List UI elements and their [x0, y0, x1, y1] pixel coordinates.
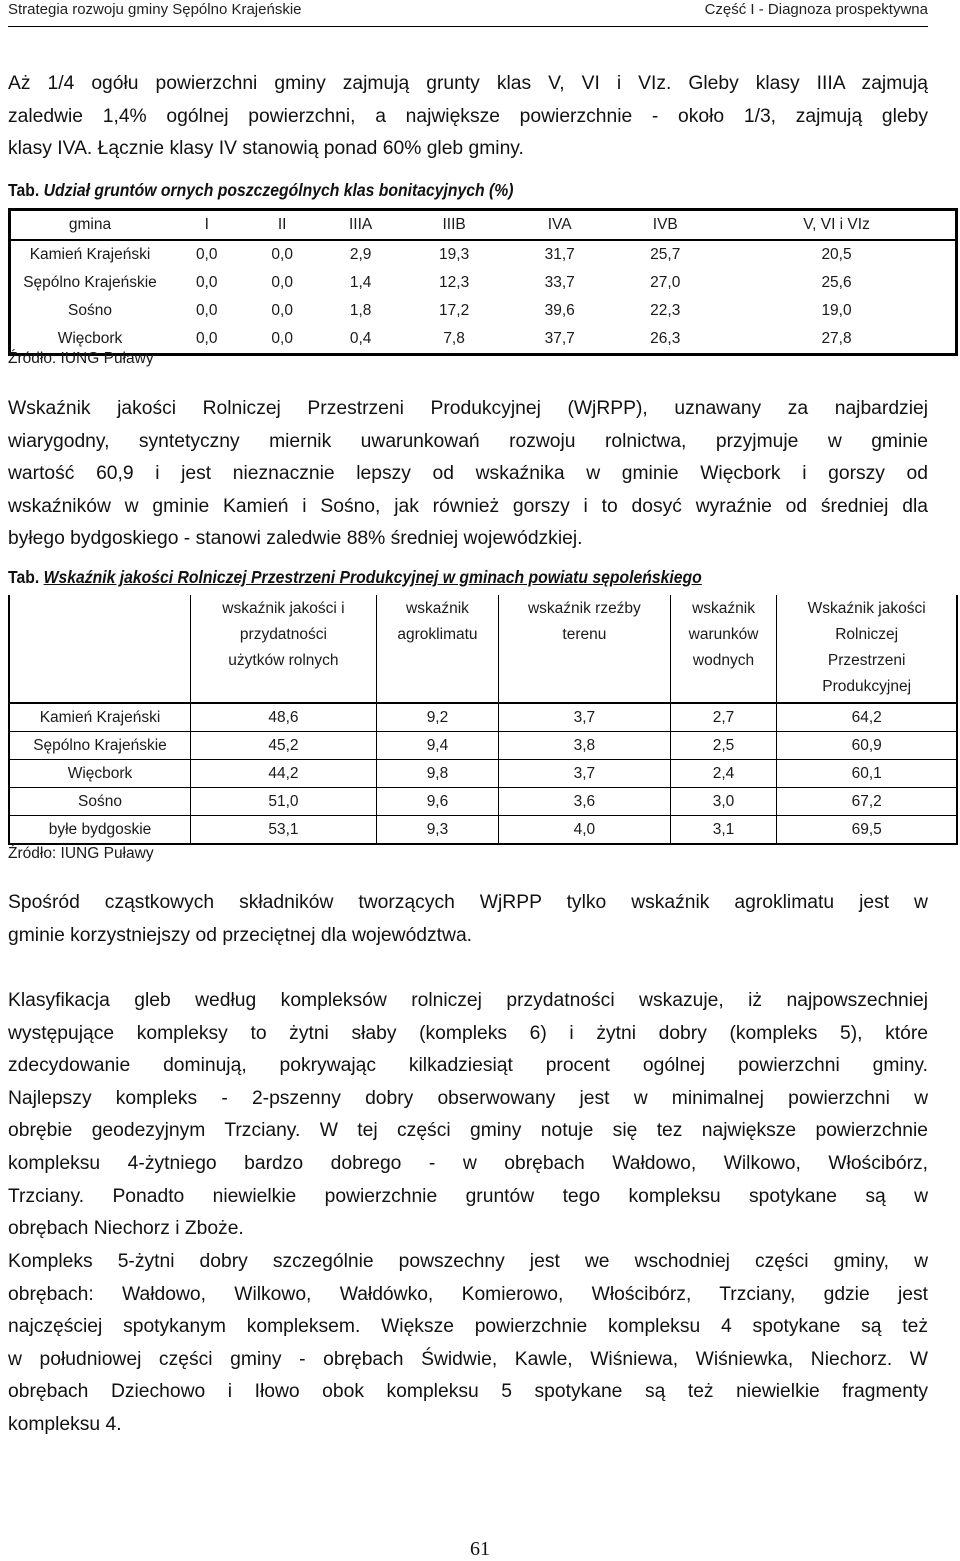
bonitation-classes-table [8, 208, 958, 356]
text-line: obrębach Niechorz i Zboże. [8, 1218, 244, 1240]
table1-source: Źródło: IUNG Puławy [8, 350, 154, 367]
table-header-row [9, 595, 957, 703]
header-title: Strategia rozwoju gminy Sępólno Krajeńskie [8, 1, 302, 18]
text-line: zdecydowanie dominują, pokrywając kilkadziesiąt procent ogólnej powierzchni gminy. [8, 1055, 928, 1077]
column-header: IVB [612, 210, 718, 241]
intro-paragraph [8, 68, 928, 166]
column-header: wskaźnik rzeźby terenu [499, 595, 671, 703]
column-header: Wskaźnik jakości Rolniczej Przestrzeni Produkcyjnej [777, 595, 957, 703]
table-row: Sośno 0,0 0,0 1,8 17,2 39,6 22,3 19,0 [68, 302, 852, 319]
table-row: Sępólno Krajeńskie 45,2 9,4 3,8 2,5 60,9 [9, 732, 957, 760]
text-line: Spośród cząstkowych składników tworzących WjRPP tylko wskaźnik agroklimatu jest w [8, 892, 928, 913]
text-line: obrębach: Wałdowo, Wilkowo, Wałdówko, Komierowo, Włościbórz, Trzciany, gdzie jest [8, 1283, 928, 1305]
text-line: Najlepszy kompleks - 2-pszenny dobry obserwowany jest w minimalnej powierzchni w [8, 1087, 928, 1109]
text-line: wartość 60,9 i jest nieznacznie lepszy od wskaźnika w gminie Więcbork i gorszy od [8, 463, 928, 485]
text-line: wskaźników w gminie Kamień i Sośno, jak również gorszy i to dosyć wyraźnie od średniej dla [8, 495, 928, 517]
text-line: Wskaźnik jakości Rolniczej Przestrzeni Produkcyjnej (WjRPP), uznawany za najbardziej [8, 398, 928, 419]
table2-caption: Tab. Wskaźnik jakości Rolniczej Przestrzeni Produkcyjnej w gminach powiatu sępoleńskiego [8, 567, 702, 587]
column-header: IVA [507, 210, 613, 241]
text-line: wiarygodny, syntetyczny miernik uwarunkowań rozwoju rolnictwa, przyjmuje w gminie [8, 430, 928, 452]
table-header-row [10, 210, 957, 241]
table1-caption: Tab. Udział gruntów ornych poszczególnych klas bonitacyjnych (%) [8, 180, 514, 200]
text-line: kompleksu 4. [8, 1413, 122, 1435]
text-line: zaledwie 1,4% ogólnej powierzchni, a największe powierzchnie - około 1/3, zajmują gleby [8, 105, 928, 127]
text-line: Kompleks 5-żytni dobry szczególnie powszechny jest we wschodniej części gminy, w [8, 1251, 928, 1272]
soil-complex-paragraph [8, 985, 928, 1246]
table-row: Więcbork 44,2 9,8 3,7 2,4 60,1 [9, 760, 957, 788]
text-line: kompleksu 4-żytniego bardzo dobrego - w obrębach Wałdowo, Wilkowo, Włościbórz, [8, 1152, 928, 1174]
page-number: 61 [470, 1538, 490, 1560]
column-header: V, VI i VIz [718, 210, 956, 241]
text-line: najczęściej spotykanym kompleksem. Większe powierzchnie kompleksu 4 spotykane są też [8, 1316, 928, 1338]
column-header: wskaźnik warunków wodnych [670, 595, 777, 703]
text-line: klasy IVA. Łącznie klasy IV stanowią ponad 60% gleb gminy. [8, 138, 524, 160]
column-header: I [169, 210, 244, 241]
text-line: w południowej części gminy - obrębach Świdwie, Kawle, Wiśniewa, Wiśniewka, Niechorz. W [8, 1348, 928, 1370]
table2-source: Źródło: IUNG Puławy [8, 845, 154, 862]
text-line: gminie korzystniejszy od przeciętnej dla województwa. [8, 924, 473, 946]
text-line: Klasyfikacja gleb według kompleksów rolniczej przydatności wskazuje, iż najpowszechniej [8, 990, 928, 1011]
column-header: IIIB [401, 210, 507, 241]
table-row: Więcbork 0,0 0,0 0,4 7,8 37,7 26,3 27,8 [57, 330, 852, 347]
text-line: obrębie geodezyjnym Trzciany. W tej części gminy notuje się tez największe powierzchnie [8, 1120, 928, 1142]
table-row: byłe bydgoskie 53,1 9,3 4,0 3,1 69,5 [9, 816, 957, 845]
text-line: Trzciany. Ponadto niewielkie powierzchnie gruntów tego kompleksu spotykane są w [8, 1185, 928, 1207]
page-header [8, 0, 928, 27]
text-line: Aż 1/4 ogółu powierzchni gminy zajmują grunty klas V, VI i VIz. Gleby klasy IIIA zajmują [8, 73, 928, 94]
text-line: obrębach Dziechowo i Iłowo obok kompleksu 5 spotykane są też niewielkie fragmenty [8, 1381, 928, 1403]
agroclimate-paragraph [8, 887, 928, 952]
header-section: Część I - Diagnoza prospektywna [704, 1, 928, 18]
empty-header-cell [9, 595, 191, 703]
table-row: Sośno 51,0 9,6 3,6 3,0 67,2 [9, 788, 957, 816]
table-row: Sępólno Krajeńskie 0,0 0,0 1,4 12,3 33,7 27,0 25,6 [23, 274, 852, 291]
table-row: Kamień Krajeński 48,6 9,2 3,7 2,7 64,2 [9, 703, 957, 732]
column-header: IIIA [320, 210, 401, 241]
table-row: Kamień Krajeński 0,0 0,0 2,9 19,3 31,7 25,7 20,5 [29, 246, 852, 263]
wjrpp-paragraph [8, 393, 928, 556]
text-line: byłego bydgoskiego - stanowi zaledwie 88% średniej wojewódzkiej. [8, 528, 583, 550]
column-header: wskaźnik jakości i przydatności użytków rolnych [191, 595, 377, 703]
text-line: występujące kompleksy to żytni słaby (kompleks 6) i żytni dobry (kompleks 5), które [8, 1022, 928, 1044]
complex5-paragraph [8, 1246, 928, 1442]
column-header: II [244, 210, 319, 241]
column-header: wskaźnik agroklimatu [376, 595, 498, 703]
wjrpp-table [8, 595, 958, 845]
column-header: gmina [10, 210, 170, 241]
